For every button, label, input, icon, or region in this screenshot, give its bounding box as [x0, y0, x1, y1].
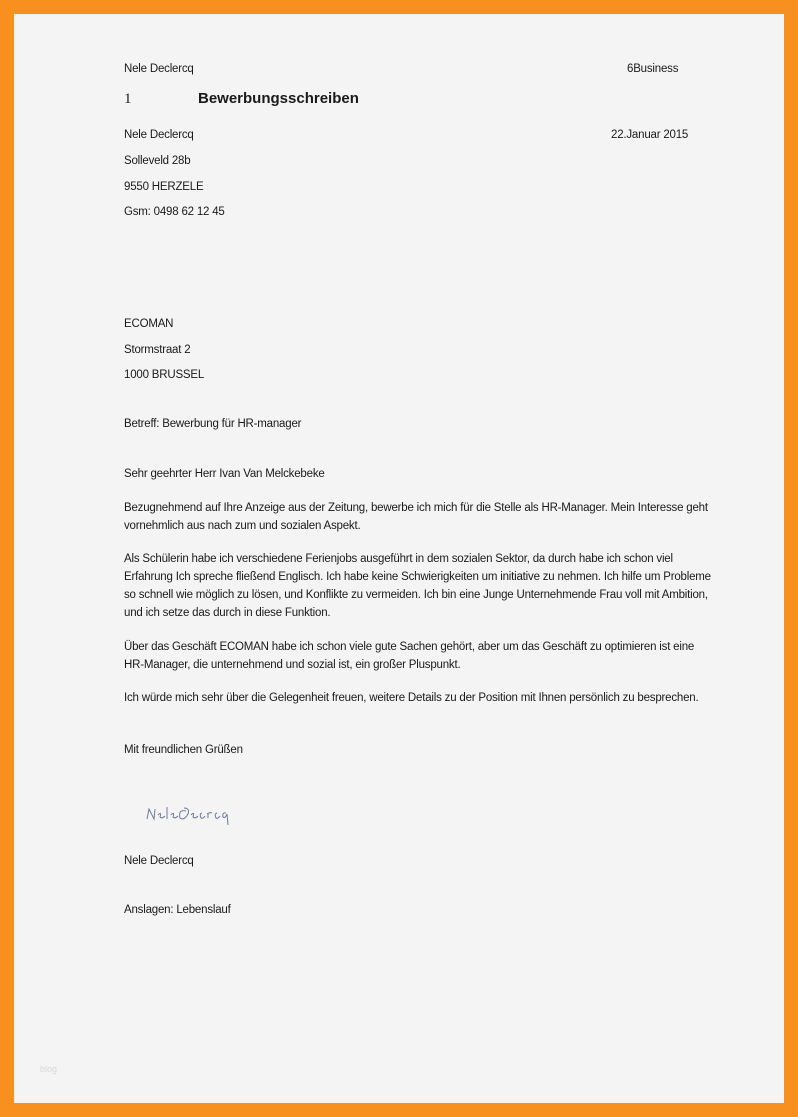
paragraph-4: Ich würde mich sehr über die Gelegenheit freuen, weitere Details zu der Position mit Ihnen persönlich zu besprechen. [124, 692, 699, 704]
subject-line: Betreff: Bewerbung für HR-manager [124, 418, 302, 430]
attachments: Anslagen: Lebenslauf [124, 904, 231, 916]
document-page [14, 14, 784, 1103]
recipient-company: ECOMAN [124, 318, 174, 330]
watermark: blog [40, 1064, 58, 1074]
recipient-city: 1000 BRUSSEL [124, 369, 205, 381]
sender-name: Nele Declercq [124, 129, 194, 141]
salutation: Sehr geehrter Herr Ivan Van Melckebeke [124, 468, 325, 480]
sender-street: Solleveld 28b [124, 155, 191, 167]
paragraph-2: Als Schülerin habe ich verschiedene Ferienjobs ausgeführt in dem sozialen Sektor, da durch habe ich schon viel Erfahrung Ich spreche fließend Englisch. Ich habe keine Schwierigkeiten um initiative zu nehmen. Ich hilfe um Probleme so schnell wie möglich zu lösen, und Konflikte zu vermeiden. Ich bin eine Junge Unternehmende Frau voll mit Ambition, und ich setze das durch in diese Funktion. [124, 553, 711, 619]
handwritten-signature [144, 799, 234, 829]
header-name: Nele Declercq [124, 63, 194, 75]
paragraph-1: Bezugnehmend auf Ihre Anzeige aus der Zeitung, bewerbe ich mich für die Stelle als HR-Manager. Mein Interesse geht vornehmlich aus nach zum und sozialen Aspekt. [124, 502, 708, 532]
recipient-street: Stormstraat 2 [124, 344, 191, 356]
letter-date: 22.Januar 2015 [611, 129, 689, 141]
signed-name: Nele Declercq [124, 855, 194, 867]
closing: Mit freundlichen Grüßen [124, 744, 243, 756]
sender-city: 9550 HERZELE [124, 181, 204, 193]
header-company-tag: 6Business [627, 63, 679, 75]
sender-phone: Gsm: 0498 62 12 45 [124, 206, 225, 218]
section-number: 1 [124, 91, 132, 107]
paragraph-3: Über das Geschäft ECOMAN habe ich schon viele gute Sachen gehört, aber um das Geschäft zu optimieren ist eine HR-Manager, die unternehmend und sozial ist, ein großer Pluspunkt. [124, 641, 695, 671]
document-title: Bewerbungsschreiben [198, 90, 359, 107]
